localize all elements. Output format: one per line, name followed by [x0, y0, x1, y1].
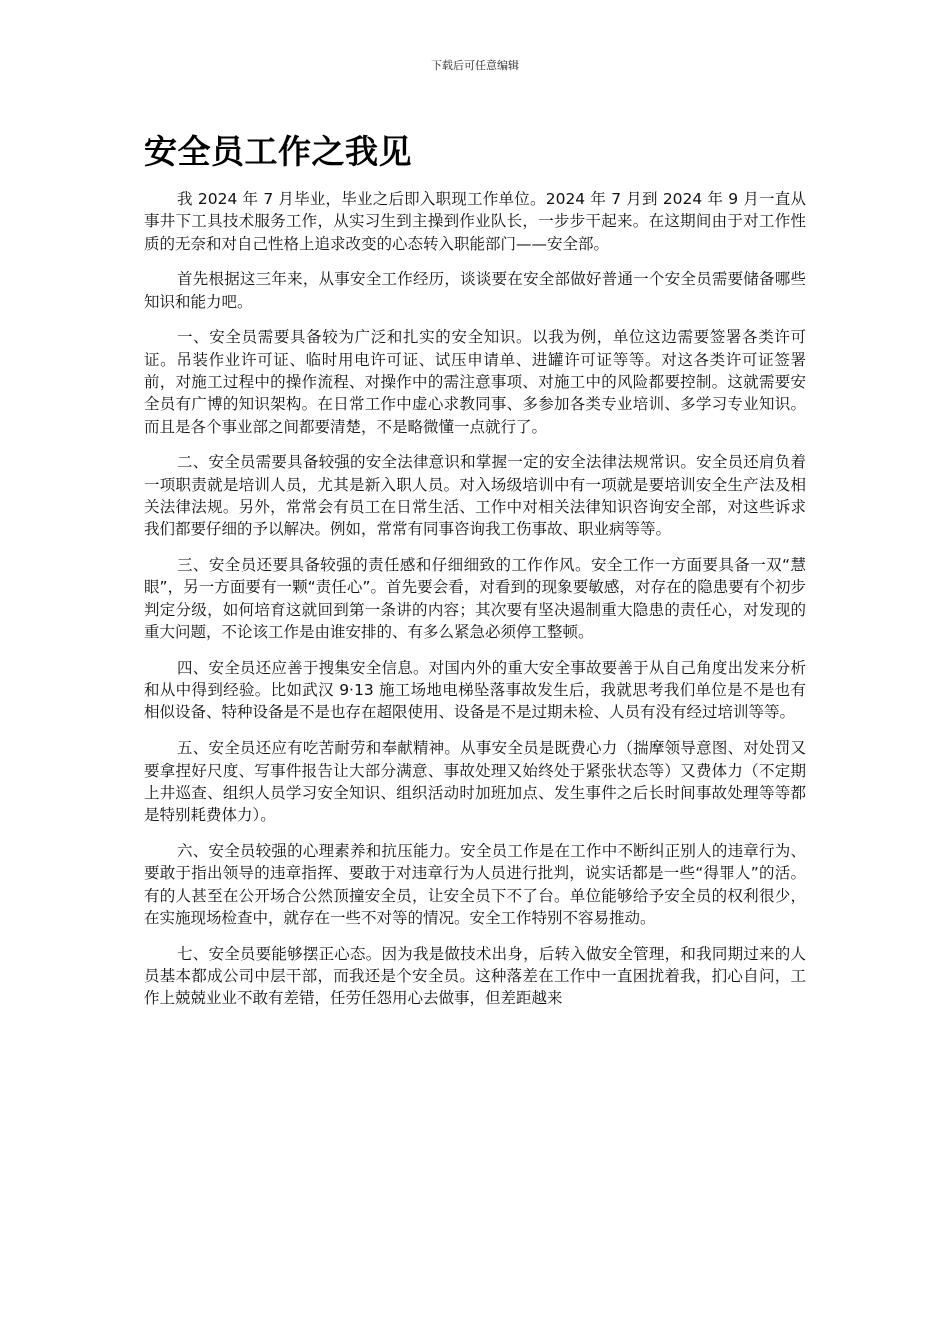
document-body	[144, 188, 806, 1023]
paragraph-point-2: 二、安全员需要具备较强的安全法律意识和掌握一定的安全法律法规常识。安全员还肩负着一项职责就是培训人员，尤其是新入职人员。对入场级培训中有一项就是要培训安全生产法及相关法律法规。另外，常常会有员工在日常生活、工作中对相关法律知识咨询安全部，对这些诉求我们都要仔细的予以解决。例如，常常有同事咨询我工伤事故、职业病等等。	[144, 453, 806, 539]
paragraph-intro: 我 2024 年 7 月毕业，毕业之后即入职现工作单位。2024 年 7 月到 2024 年 9 月一直从事井下工具技术服务工作，从实习生到主操到作业队长，一步步干起来。在这期间由于对工作性质的无奈和对自己性格上追求改变的心态转入职能部门——安全部。	[144, 190, 806, 253]
paragraph-point-7: 七、安全员要能够摆正心态。因为我是做技术出身，后转入做安全管理，和我同期过来的人员基本都成公司中层干部，而我还是个安全员。这种落差在工作中一直困扰着我，扪心自问，工作上兢兢业业不敢有差错，任劳任怨用心去做事，但差距越来	[144, 944, 806, 1008]
paragraph-point-3: 三、安全员还要具备较强的责任感和仔细细致的工作作风。安全工作一方面要具备一双“慧眼”，另一方面要有一颗“责任心”。首先要会看，对看到的现象要敏感，对存在的隐患要有个初步判定分级，如何培育这就回到第一条讲的内容；其次要有坚决遏制重大隐患的责任心，对发现的重大问题，不论该工作是由谁安排的、有多么紧急必须停工整顿。	[144, 556, 806, 642]
document-title: 安全员工作之我见	[144, 132, 412, 171]
header-note: 下载后可任意编辑	[431, 59, 519, 72]
paragraph-point-4: 四、安全员还应善于搜集安全信息。对国内外的重大安全事故要善于从自己角度出发来分析和从中得到经验。比如武汉 9·13 施工场地电梯坠落事故发生后，我就思考我们单位是不是也有相似设备、特种设备是不是也存在超限使用、设备是不是过期未检、人员有没有经过培训等等。	[144, 658, 806, 722]
paragraph-point-1: 一、安全员需要具备较为广泛和扎实的安全知识。以我为例，单位这边需要签署各类许可证。吊装作业许可证、临时用电许可证、试压申请单、进罐许可证等等。对这各类许可证签署前，对施工过程中的操作流程、对操作中的需注意事项、对施工中的风险都要控制。这就需要安全员有广博的知识架构。在日常工作中虚心求教同事、多参加各类专业培训、多学习专业知识。而且是各个事业部之间都要清楚，不是略微懂一点就行了。	[144, 328, 806, 436]
paragraph-point-5: 五、安全员还应有吃苦耐劳和奉献精神。从事安全员是既费心力（揣摩领导意图、对处罚又要拿捏好尺度、写事件报告让大部分满意、事故处理又始终处于紧张状态等）又费体力（不定期上井巡查、组织人员学习安全知识、组织活动时加班加点、发生事件之后长时间事故处理等等都是特别耗费体力）。	[144, 739, 806, 825]
paragraph-overview: 首先根据这三年来，从事安全工作经历，谈谈要在安全部做好普通一个安全员需要储备哪些知识和能力吧。	[144, 270, 806, 311]
paragraph-point-6: 六、安全员较强的心理素养和抗压能力。安全员工作是在工作中不断纠正别人的违章行为、要敢于指出领导的违章指挥、要敢于对违章行为人员进行批判，说实话都是一些“得罪人”的活。有的人甚至在公开场合公然顶撞安全员，让安全员下不了台。单位能够给予安全员的权利很少，在实施现场检查中，就存在一些不对等的情况。安全工作特别不容易推动。	[144, 841, 806, 927]
